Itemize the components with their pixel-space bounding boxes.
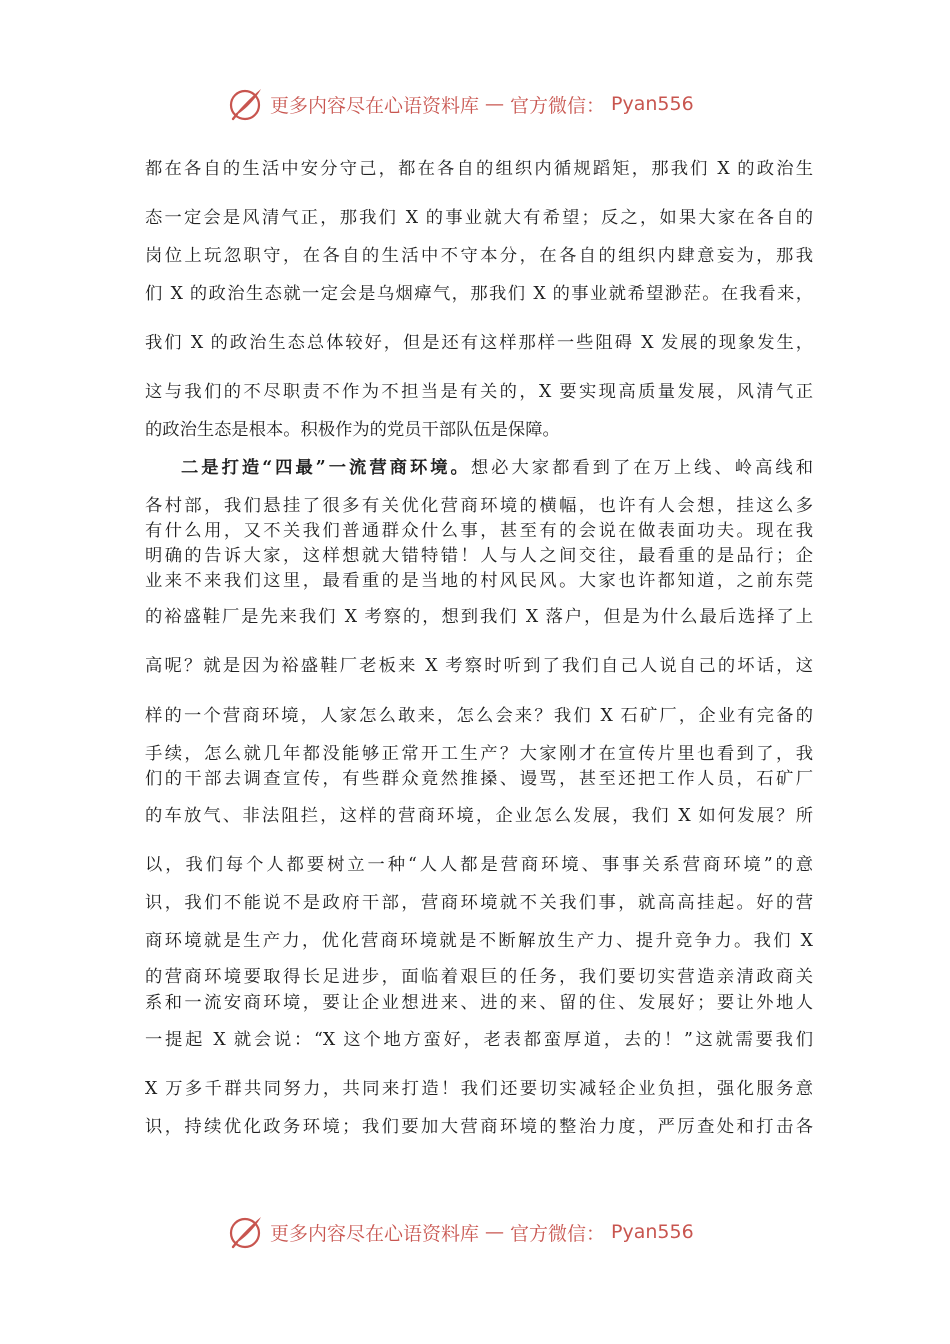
- text-line: 系和一流安商环境，要让企业想进来、进的来、留的住、发展好；要让外地人: [145, 993, 813, 1013]
- text-line: X 万多千群共同努力，共同来打造！我们还要切实减轻企业负担，强化服务意: [145, 1079, 813, 1099]
- banner-wechat-id: Pyan556: [611, 1221, 694, 1243]
- text-line: 们 X 的政治生态就一定会是乌烟瘴气，那我们 X 的事业就希望渺茫。在我看来，: [145, 284, 813, 304]
- banner-main-text: 更多内容尽在心语资料库: [270, 94, 480, 117]
- quill-pen-circle-icon: [228, 1214, 264, 1250]
- text-line: 的车放气、非法阻拦，这样的营商环境，企业怎么发展，我们 X 如何发展？所: [145, 806, 813, 826]
- text-line: 有什么用，又不关我们普通群众什么事，甚至有的会说在做表面功夫。现在我: [145, 521, 813, 541]
- banner-main-text: 更多内容尽在心语资料库: [270, 1222, 480, 1245]
- text-line: 商环境就是生产力，优化营商环境就是不断解放生产力、提升竞争力。我们 X: [145, 931, 813, 951]
- banner-wechat-id: Pyan556: [611, 93, 694, 115]
- text-line: 我们 X 的政治生态总体较好，但是还有这样那样一些阻碍 X 发展的现象发生，: [145, 333, 813, 353]
- text-line: 样的一个营商环境，人家怎么敢来，怎么会来？我们 X 石矿厂，企业有完备的: [145, 706, 813, 726]
- banner-dash: —: [485, 1221, 505, 1243]
- banner-label: 官方微信：: [510, 94, 606, 117]
- text-line: 们的干部去调查宣传，有些群众竟然推搡、谩骂，甚至还把工作人员，石矿厂: [145, 769, 813, 789]
- text-line: 业来不来我们这里，最看重的是当地的村风民风。大家也许都知道，之前东莞: [145, 571, 813, 591]
- text-line: 的裕盛鞋厂是先来我们 X 考察的，想到我们 X 落户，但是为什么最后选择了上: [145, 607, 813, 627]
- text-line: 都在各自的生活中安分守己，都在各自的组织内循规蹈矩，那我们 X 的政治生: [145, 159, 813, 179]
- text-line: 识，我们不能说不是政府干部，营商环境就不关我们事，就高高挂起。好的营: [145, 893, 813, 913]
- paragraph-2-first-rest: 想必大家都看到了在万上线、岭高线和: [470, 458, 813, 478]
- text-line: 这与我们的不尽职责不作为不担当是有关的，X 要实现高质量发展，风清气正: [145, 382, 813, 402]
- paragraph-2-lead: 二是打造“四最”一流营商环境。: [181, 458, 471, 478]
- text-line: 各村部，我们悬挂了很多有关优化营商环境的横幅，也许有人会想，挂这么多: [145, 496, 813, 516]
- text-line: 识，持续优化政务环境；我们要加大营商环境的整治力度，严厉查处和打击各: [145, 1117, 813, 1137]
- text-line: 一提起 X 就会说：“X 这个地方蛮好，老表都蛮厚道，去的！”这就需要我们: [145, 1030, 813, 1050]
- banner-dash: —: [485, 93, 505, 115]
- banner-label: 官方微信：: [510, 1222, 606, 1245]
- footer-banner: [228, 1212, 694, 1252]
- paragraph-2-first-line: [181, 457, 813, 479]
- text-line: 手续，怎么就几年都没能够正常开工生产？大家刚才在宣传片里也看到了，我: [145, 744, 813, 764]
- text-line: 的营商环境要取得长足进步，面临着艰巨的任务，我们要切实营造亲清政商关: [145, 967, 813, 987]
- text-line: 以，我们每个人都要树立一种“人人都是营商环境、事事关系营商环境”的意: [145, 855, 813, 875]
- text-line: 高呢？就是因为裕盛鞋厂老板来 X 考察时听到了我们自己人说自己的坏话，这: [145, 656, 813, 676]
- text-line: 岗位上玩忽职守，在各自的生活中不守本分，在各自的组织内肆意妄为，那我: [145, 246, 813, 266]
- text-line: 明确的告诉大家，这样想就大错特错！人与人之间交往，最看重的是品行；企: [145, 546, 813, 566]
- text-line: 的政治生态是根本。积极作为的党员干部队伍是保障。: [145, 420, 560, 440]
- text-line: 态一定会是风清气正，那我们 X 的事业就大有希望；反之，如果大家在各自的: [145, 208, 813, 228]
